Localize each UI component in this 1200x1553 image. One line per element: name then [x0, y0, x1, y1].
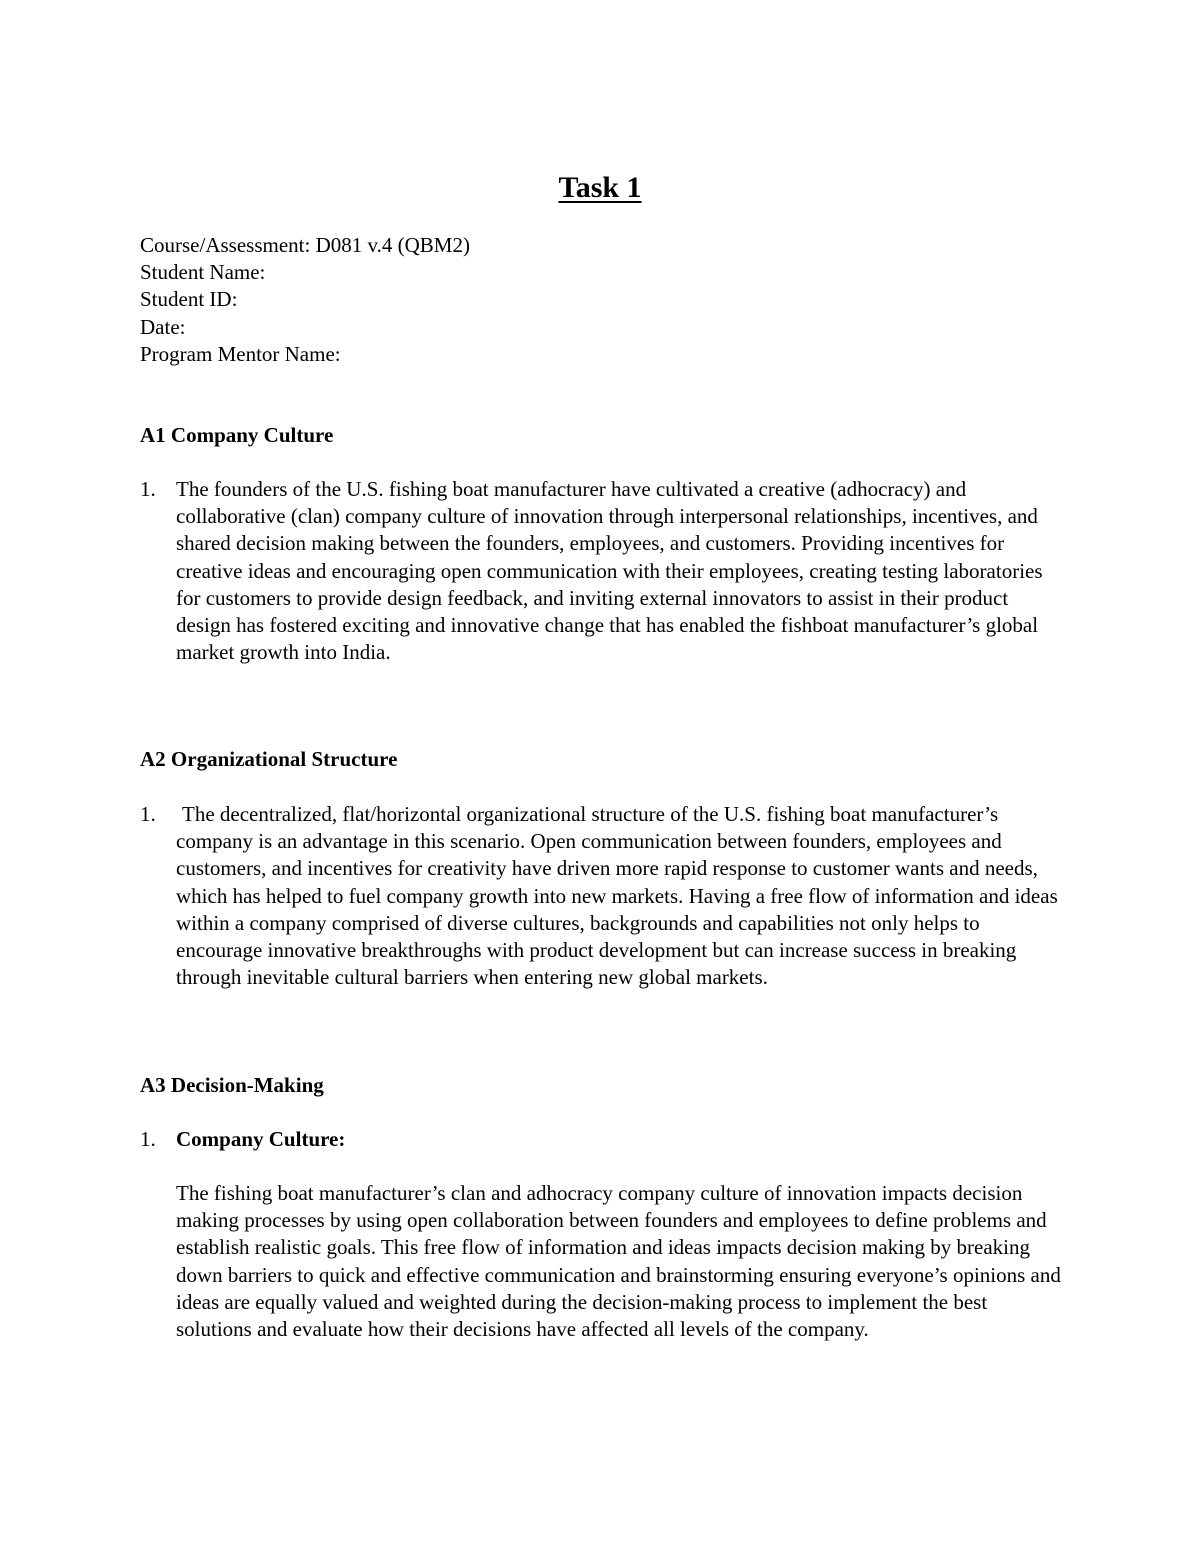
- section-a3-item: [140, 1126, 1060, 1153]
- section-a1-text: The founders of the U.S. fishing boat manufacturer have cultivated a creative (adhocracy) and collaborative (clan) company culture of innovation through interpersonal relationships, incentives, and shared decision making between the founders, employees, and customers. Providing incentives for creative ideas and encouraging open communication with their employees, creating testing laboratories for customers to provide design feedback, and inviting external innovators to assist in their product design has fostered exciting and innovative change that has enabled the fishboat manufacturer’s global market growth into India.: [176, 477, 1043, 665]
- student-info-block: [140, 232, 470, 368]
- date-line: Date:: [140, 314, 186, 339]
- mentor-line: Program Mentor Name:: [140, 341, 341, 366]
- list-number: 1.: [140, 477, 156, 501]
- title-text: Task 1: [558, 171, 642, 204]
- section-a3-text: The fishing boat manufacturer’s clan and adhocracy company culture of innovation impacts decision making processes by using open collaboration between founders and employees to define problems and establish realistic goals. This free flow of information and ideas impacts decision making by breaking down barriers to quick and effective communication and brainstorming ensuring everyone’s opinions and ideas are equally valued and weighted during the decision-making process to implement the best solutions and evaluate how their decisions have affected all levels of the company.: [176, 1181, 1061, 1342]
- section-a3-subheading: Company Culture:: [176, 1127, 346, 1151]
- section-heading-a2: A2 Organizational Structure: [140, 747, 398, 771]
- student-name-line: Student Name:: [140, 260, 266, 285]
- student-id-line: Student ID:: [140, 287, 238, 312]
- list-number: 1.: [140, 802, 156, 826]
- document-title: [0, 170, 1200, 206]
- section-a2-item: [140, 801, 1060, 991]
- section-heading-a1: A1 Company Culture: [140, 423, 334, 447]
- course-line: Course/Assessment: D081 v.4 (QBM2): [140, 233, 470, 257]
- list-number: 1.: [140, 1127, 156, 1151]
- section-heading-a3: A3 Decision-Making: [140, 1073, 324, 1097]
- section-a1-item: [140, 476, 1060, 666]
- section-a2-text: The decentralized, flat/horizontal organizational structure of the U.S. fishing boat manufacturer’s company is an advantage in this scenario. Open communication between founders, employees and customers, and incentives for creativity have driven more rapid response to customer wants and needs, which has helped to fuel company growth into new markets. Having a free flow of information and ideas within a company comprised of diverse cultures, backgrounds and capabilities not only helps to encourage innovative breakthroughs with product development but can increase success in breaking through inevitable cultural barriers when entering new global markets.: [176, 802, 1058, 990]
